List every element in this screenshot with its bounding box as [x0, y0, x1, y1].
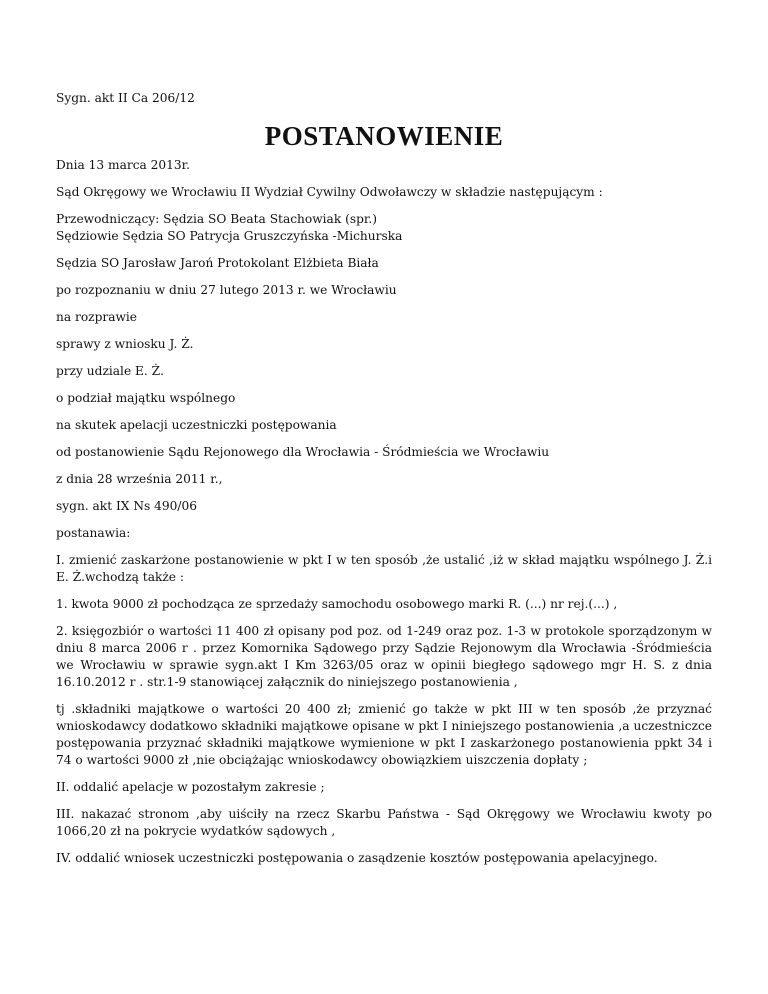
appeal-note: na skutek apelacji uczestniczki postępowania: [56, 418, 337, 432]
point-1: I. zmienić zaskarżone postanowienie w pkt I w ten sposób ,że ustalić ,iż w skład majątku wspólnego J. Ż.i E. Ż.wchodzą także :: [56, 553, 712, 584]
lower-case-number: sygn. akt IX Ns 490/06: [56, 499, 197, 513]
case-subject: o podział majątku wspólnego: [56, 391, 236, 405]
trial-note: na rozprawie: [56, 310, 138, 324]
hearing-date: po rozpoznaniu w dniu 27 lutego 2013 r. we Wrocławiu: [56, 283, 397, 297]
presiding-judge: Przewodniczący: Sędzia SO Beata Stachowiak (spr.): [56, 212, 377, 226]
item-1: 1. kwota 9000 zł pochodząca ze sprzedaży samochodu osobowego marki R. (...) nr rej.(...) ,: [56, 597, 618, 611]
court-composition: Sąd Okręgowy we Wrocławiu II Wydział Cywilny Odwoławczy w składzie następującym :: [56, 185, 603, 199]
decision-heading: postanawia:: [56, 526, 131, 540]
lower-court: od postanowienie Sądu Rejonowego dla Wrocławia - Śródmieścia we Wrocławiu: [56, 445, 550, 459]
item-2: 2. księgozbiór o wartości 11 400 zł opisany pod poz. od 1-249 oraz poz. 1-3 w protokole sporządzonym w dniu 8 marca 2006 r . przez Komornika Sądowego przy Sądzie Rejonowym dla Wrocławia -Śródmieścia we Wrocławiu w sprawie sygn.akt I Km 3263/05 oraz w opinii biegłego sądowego mgr H. S. z dnia 16.10.2012 r . str.1-9 stanowiącej załącznik do niniejszego postanowienia ,: [56, 624, 712, 689]
participant: przy udziale E. Ż.: [56, 364, 165, 378]
point-3: III. nakazać stronom ,aby uiściły na rzecz Skarbu Państwa - Sąd Okręgowy we Wrocławiu kwoty po 1066,20 zł na pokrycie wydatków sądowych ,: [56, 807, 712, 838]
applicant: sprawy z wniosku J. Ż.: [56, 337, 194, 351]
case-number: Sygn. akt II Ca 206/12: [56, 91, 195, 105]
continuation: tj .składniki majątkowe o wartości 20 400 zł; zmienić go także w pkt III w ten sposób ,że przyznać wnioskodawcy dodatkowo składniki majątkowe opisane w pkt I niniejszego postanowienia ,a uczestniczce postępowania przyznać składniki majątkowe wymienione w pkt I zaskarżonego postanowienia ppkt 34 i 74 o wartości 9000 zł ,nie obciążając wnioskodawcy obowiązkiem uiszczenia dopłaty ;: [56, 702, 712, 767]
lower-court-date: z dnia 28 września 2011 r.,: [56, 472, 223, 486]
point-2: II. oddalić apelacje w pozostałym zakresie ;: [56, 780, 325, 794]
judge-and-clerk: Sędzia SO Jarosław Jaroń Protokolant Elżbieta Biała: [56, 256, 379, 270]
panel-judges: Sędziowie Sędzia SO Patrycja Gruszczyńska -Michurska: [56, 229, 403, 243]
decision-date: Dnia 13 marca 2013r.: [56, 158, 191, 172]
point-4: IV. oddalić wniosek uczestniczki postępowania o zasądzenie kosztów postępowania apelacyjnego.: [56, 851, 658, 865]
document-title: POSTANOWIENIE: [264, 121, 504, 151]
